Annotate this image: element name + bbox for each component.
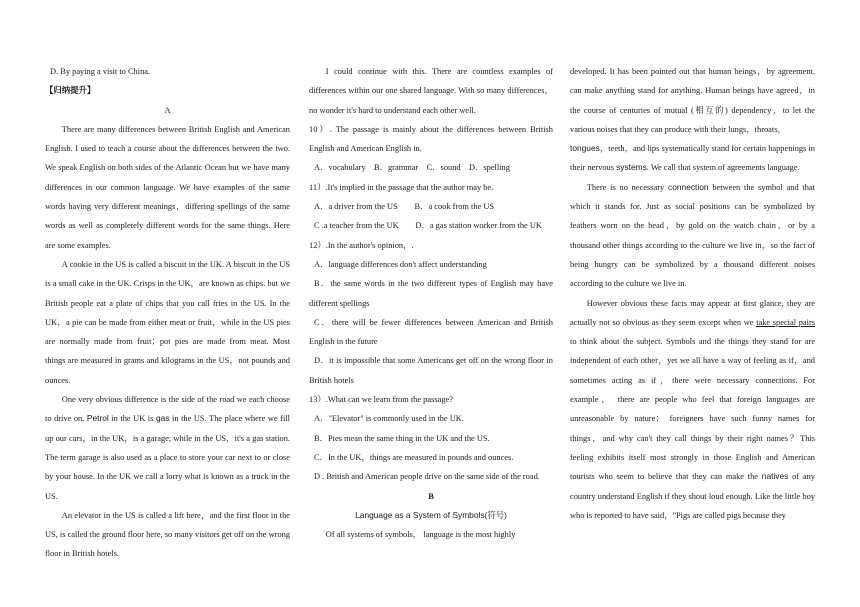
paragraph: A．vocabulary B．grammar C．sound D．spelling xyxy=(314,163,510,173)
paragraph: 10）. The passage is mainly about the differences between British English and American English in. xyxy=(309,124,553,154)
paragraph: An elevator in the US is called a lift here，and the first floor in the US, is called the ground floor here, so many visitors get off on the wrong floor in British hotels. xyxy=(45,510,291,559)
paragraph: D . British and American people drive on the same side of the road. xyxy=(314,472,540,482)
paragraph: A．a driver from the US B．a cook from the US xyxy=(314,202,495,212)
column-left xyxy=(45,62,290,564)
paragraph: Language as a System of Symbols(符号) xyxy=(355,509,507,520)
paragraph: C .a teacher from the UK D．a gas station worker from the UK xyxy=(314,221,542,231)
paragraph: However obvious these facts may appear at first glance, they are actually not so obvious as they seem except when we take special pairs to think about the subject. Symbols and the things they stand for are independent of each other，yet we all have a way of feeling as if，and sometimes acting as if，there were necessary connections. For example， there are people who feel that foreign languages are unreasonable by nature； foreigners have such funny names for things，and why can't they call things by their right names？This feeling exhibits itself most strongly in those English and American tourists who seem to believe that they can make the natives of any country understand English if they shout loud enough. Like the little boy who is reported to have said，"Pigs are called pigs because they xyxy=(570,298,815,520)
paragraph: Of all systems of symbols， language is the most highly xyxy=(325,530,516,540)
paragraph: B．Pies mean the same thing in the UK and the US. xyxy=(314,433,490,443)
paragraph: B．the same words in the two different types of English may have different spellings xyxy=(309,279,553,308)
paragraph: 11）.It's implied in the passage that the author may be. xyxy=(309,182,494,192)
paragraph: 【归纳提升】 xyxy=(45,86,96,96)
paragraph: B xyxy=(428,491,434,501)
paragraph: tongues，teeth，and lips systematically stand for certain happenings in their nervous systems. We call that system of agreements language. xyxy=(570,143,815,173)
paragraph: A．language differences don't affect understanding xyxy=(314,259,487,269)
paragraph: D．it is impossible that some Americans get off on the wrong floor in British hotels xyxy=(309,356,553,385)
paragraph: I could continue with this. There are countless examples of differences within our one shared language. With so many differences，no wonder it's hard to understand each other well. xyxy=(309,67,553,115)
paragraph: There is no necessary connection between the symbol and that which it stands for. Just as social positions can be symbolized by feathers worn on the head，by gold on the watch chain，or by a thousand other things according to the culture we live in，so the fact of being hungry can be symbolized by a thousand different noises according to the culture we live in. xyxy=(570,181,815,289)
paragraph: developed. It has been pointed out that human beings，by agreement. can make anything stand for anything. Human beings have agreed，in the course of centuries of mutual (相互的) dependency，to let the various noises that they can produce with their lungs，throats， xyxy=(570,67,815,134)
paragraph: There are many differences between British English and American English. I used to teach a course about the differences between the two. We speak English on both sides of the Atlantic Ocean but we have many differences in our common language. We have examples of the same words having very different meanings，differing spellings of the same words as well as completely different words for the same things. Here are some examples. xyxy=(45,124,290,250)
paragraph: A．"Elevator" is commonly used in the UK. xyxy=(314,414,464,424)
paragraph: D. By paying a visit to China. xyxy=(50,67,151,76)
paragraph: A cookie in the US is called a biscuit in the UK. A biscuit in the US is a small cake in the UK. Crisps in the UK，are known as chips. but we British people eat a plate of chips that you call fries in the US. In the UK，a pie can be made from either meat or fruit，while in the US pies are normally made from fruit；pot pies are made from meat. Most things are measured in grams and kilograms in the US，not pounds and ounces. xyxy=(45,259,290,385)
paragraph: One very obvious difference is the side of the road we each choose to drive on. Petrol in the UK is gas in the US. The place where we fill up our cars，in the UK，is a garage; while in the US，it's a gas station. The term garage is also used as a place to store your car next to or close by your house. In the UK we call a lorry what is known as a truck in the US. xyxy=(45,395,290,501)
paragraph: C．there will be fewer differences between American and British English in the future xyxy=(309,317,553,347)
paragraph: 13）.What can we learn from the passage? xyxy=(309,395,453,405)
column-right xyxy=(570,62,815,525)
paragraph: 12）.In the author's opinion，. xyxy=(309,240,414,250)
paragraph: A xyxy=(164,105,171,115)
paragraph: C．In the UK，things are measured in pounds and ounces. xyxy=(314,452,514,462)
column-middle xyxy=(309,62,553,544)
